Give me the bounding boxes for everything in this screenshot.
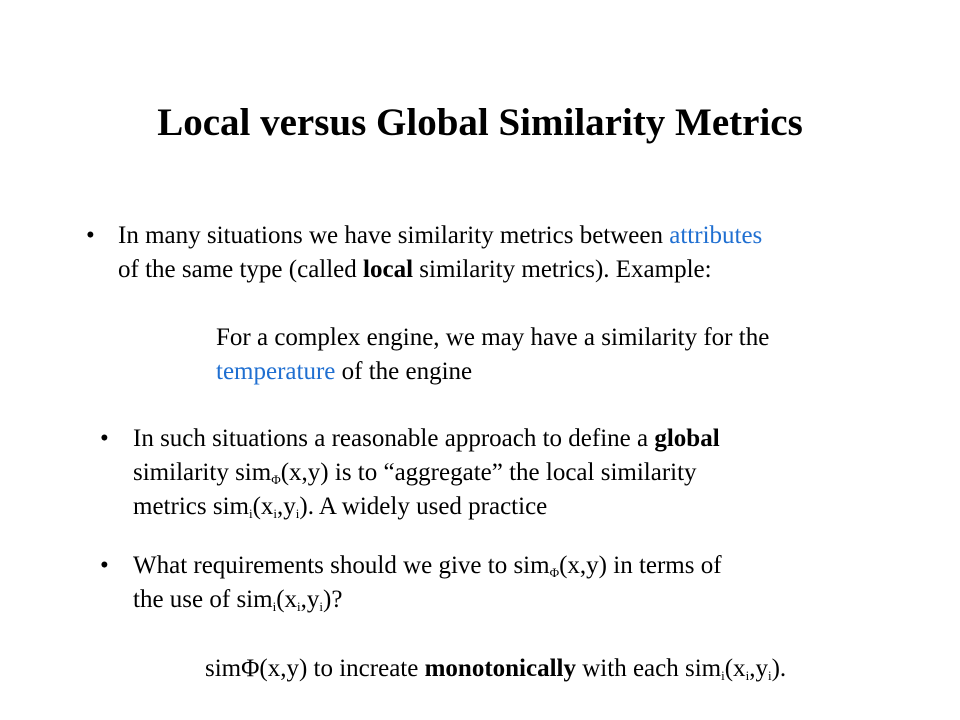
bullet-dot-icon: •: [100, 425, 109, 452]
bullet-1-line-1: In many situations we have similarity metrics between attributes: [118, 222, 763, 249]
monotonically-bold: monotonically: [424, 655, 576, 682]
bullet-2: [133, 422, 720, 524]
example-line-2: temperature of the engine: [216, 358, 473, 385]
bullet-3: [133, 549, 722, 617]
bullet-3-line-2: the use of $sim_i(x_i,y_i)$?: [133, 586, 343, 614]
bullet-1: [118, 219, 762, 287]
temperature-highlight: temperature: [216, 358, 336, 385]
bullet-2-line-1: In such situations a reasonable approach to define a global: [133, 425, 720, 452]
bullet-3-line-1: What requirements should we give to sim$_\Phi$(x,y) in terms of: [133, 552, 722, 580]
attributes-highlight: attributes: [669, 222, 763, 249]
slide-title: Local versus Global Similarity Metrics: [157, 101, 803, 144]
bullet-1-line-2: of the same type (called local similarity metrics). Example:: [118, 256, 712, 283]
bullet-dot-icon: •: [86, 222, 95, 249]
example-line-1: For a complex engine, we may have a similarity for the: [216, 324, 770, 351]
local-bold: local: [363, 256, 414, 283]
conclusion-text: simΦ(x,y) to increate monotonically with each $sim_i(x_i,y_i)$.: [205, 655, 787, 683]
bullet-2-line-2: similarity sim$_\Phi$(x,y) is to “aggregate” the local similarity: [133, 459, 697, 487]
bullet-2-line-3: metrics $sim_i(x_i,y_i)$. A widely used practice: [133, 493, 548, 521]
global-bold: global: [654, 425, 720, 452]
example-text: [216, 321, 769, 389]
bullet-dot-icon: •: [100, 552, 109, 579]
